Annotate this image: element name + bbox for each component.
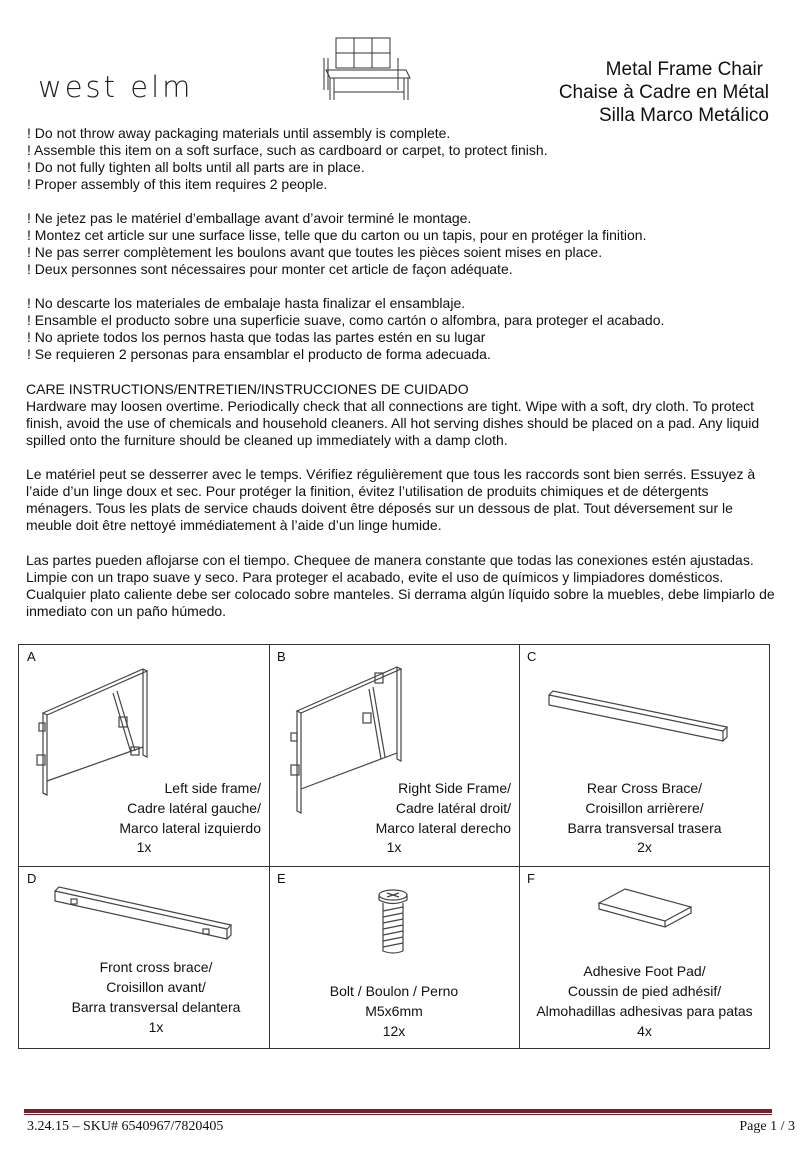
part-name-fr: Cadre latéral droit/ bbox=[395, 800, 511, 816]
care-french: Le matériel peut se desserrer avec le temps. Vérifiez régulièrement que tous les raccords sont bien serrés. Essuyez à l’aide d’un linge doux et sec. Pour protéger la finition, évitez l’utilisation de produits chimiques et de détergents ménagers. Tous les plats de service chauds doivent être déposés sur un dessous de plat. Tout déversement sur le meuble doit être nettoyé immédiatement à l’aide d’un linge humide. bbox=[26, 466, 756, 533]
part-letter: F bbox=[527, 871, 535, 886]
note-line: ! Proper assembly of this item requires 2 people. bbox=[27, 176, 328, 192]
part-size: M5x6mm bbox=[365, 1003, 423, 1019]
footer-rule bbox=[24, 1109, 772, 1113]
part-description bbox=[519, 778, 770, 838]
part-cell-c bbox=[519, 645, 770, 866]
part-letter: A bbox=[27, 649, 36, 664]
front-cross-brace-drawing bbox=[51, 883, 237, 949]
notes-french bbox=[27, 210, 787, 278]
rear-cross-brace-drawing bbox=[545, 689, 731, 751]
part-name-en: Adhesive Foot Pad/ bbox=[583, 963, 706, 979]
part-name-es: Marco lateral izquierdo bbox=[119, 820, 261, 836]
notes-english bbox=[27, 125, 787, 193]
note-line: ! Se requieren 2 personas para ensamblar el producto de forma adecuada. bbox=[27, 346, 491, 362]
part-description bbox=[519, 961, 770, 1041]
part-quantity: 1x bbox=[386, 839, 402, 855]
part-name-fr: Croisillon arrièrere/ bbox=[585, 800, 704, 816]
part-letter: C bbox=[527, 649, 537, 664]
page-number: Page 1 / 3 bbox=[739, 1119, 795, 1134]
note-line: ! No apriete todos los pernos hasta que todas las partes estén en su lugar bbox=[27, 329, 486, 345]
part-name-en: Rear Cross Brace/ bbox=[586, 780, 703, 796]
footer-rule-thin bbox=[24, 1114, 772, 1115]
note-line: ! No descarte los materiales de embalaje hasta finalizar el ensamblaje. bbox=[27, 295, 466, 311]
bolt-drawing bbox=[373, 887, 413, 957]
note-line: ! Do not throw away packaging materials until assembly is complete. bbox=[27, 125, 451, 141]
note-line: ! Montez cet article sur une surface lisse, telle que du carton ou un tapis, pour en protéger la finition. bbox=[27, 227, 647, 243]
product-titles bbox=[559, 58, 769, 127]
footer-sku: 3.24.15 – SKU# 6540967/7820405 bbox=[27, 1119, 224, 1134]
part-name-fr: Croisillon avant/ bbox=[106, 979, 206, 995]
part-description bbox=[269, 981, 519, 1041]
note-line: ! Deux personnes sont nécessaires pour monter cet article de façon adéquate. bbox=[27, 261, 513, 277]
part-description bbox=[41, 778, 261, 838]
part-cell-f bbox=[519, 867, 770, 1049]
part-quantity: 1x bbox=[136, 839, 152, 855]
title-en: Metal Frame Chair bbox=[605, 59, 763, 80]
care-spanish: Las partes pueden aflojarse con el tiempo. Chequee de manera constante que todas las conexiones estén ajustadas. Limpie con un trapo suave y seco. Para proteger el acabado, evite el uso de químicos y limpiadores domésticos. Cualquier plato caliente debe ser colocado sobre manteles. Si derrama algún líquido sobre la muebles, debe limpiarlo de inmediato con un paño húmedo. bbox=[26, 552, 775, 619]
part-description bbox=[291, 778, 511, 838]
title-fr: Chaise à Cadre en Métal bbox=[558, 82, 769, 103]
part-name-en: Left side frame/ bbox=[164, 780, 261, 796]
part-letter: B bbox=[277, 649, 286, 664]
part-name-en: Right Side Frame/ bbox=[398, 780, 511, 796]
part-name-es: Almohadillas adhesivas para patas bbox=[536, 1003, 753, 1019]
part-description bbox=[19, 957, 293, 1037]
note-line: ! Ne jetez pas le matériel d’emballage avant d’avoir terminé le montage. bbox=[27, 210, 472, 226]
part-name-fr: Cadre latéral gauche/ bbox=[127, 800, 261, 816]
notes-spanish bbox=[27, 295, 787, 363]
care-english: Hardware may loosen overtime. Periodically check that all connections are tight. Wipe with a soft, dry cloth. To protect finish, avoid the use of chemicals and household cleaners. All hot serving dishes should be placed on a pad. Any liquid spilled onto the furniture should be cleaned up immediately with a damp cloth. bbox=[26, 398, 760, 448]
title-es: Silla Marco Metálico bbox=[599, 105, 769, 126]
part-cell-b bbox=[269, 645, 519, 866]
part-letter: D bbox=[27, 871, 37, 886]
part-name-es: Marco lateral derecho bbox=[375, 820, 511, 836]
part-name-en: Front cross brace/ bbox=[99, 959, 213, 975]
chair-illustration bbox=[318, 34, 414, 104]
note-line: ! Assemble this item on a soft surface, such as cardboard or carpet, to protect finish. bbox=[27, 142, 548, 158]
part-cell-e bbox=[269, 867, 519, 1049]
part-cell-a bbox=[19, 645, 269, 866]
part-name-es: Barra transversal delantera bbox=[71, 999, 241, 1015]
note-line: ! Ensamble el producto sobre una superficie suave, como cartón o alfombra, para proteger el acabado. bbox=[27, 312, 665, 328]
part-quantity: 2x bbox=[637, 839, 652, 855]
part-quantity: 12x bbox=[382, 1023, 406, 1039]
part-name-fr: Coussin de pied adhésif/ bbox=[567, 983, 722, 999]
part-letter: E bbox=[277, 871, 286, 886]
part-name: Bolt / Boulon / Perno bbox=[329, 983, 459, 999]
note-line: ! Do not fully tighten all bolts until all parts are in place. bbox=[27, 159, 365, 175]
brand-logo: west elm bbox=[38, 70, 194, 104]
part-cell-d bbox=[19, 867, 269, 1049]
part-name-es: Barra transversal trasera bbox=[567, 820, 722, 836]
care-heading: CARE INSTRUCTIONS/ENTRETIEN/INSTRUCCIONES DE CUIDADO bbox=[26, 381, 469, 397]
note-line: ! Ne pas serrer complètement les boulons avant que toutes les pièces soient mises en place. bbox=[27, 244, 603, 260]
part-quantity: 4x bbox=[637, 1023, 652, 1039]
part-quantity: 1x bbox=[148, 1019, 164, 1035]
parts-table bbox=[18, 644, 770, 1049]
foot-pad-drawing bbox=[595, 885, 695, 929]
